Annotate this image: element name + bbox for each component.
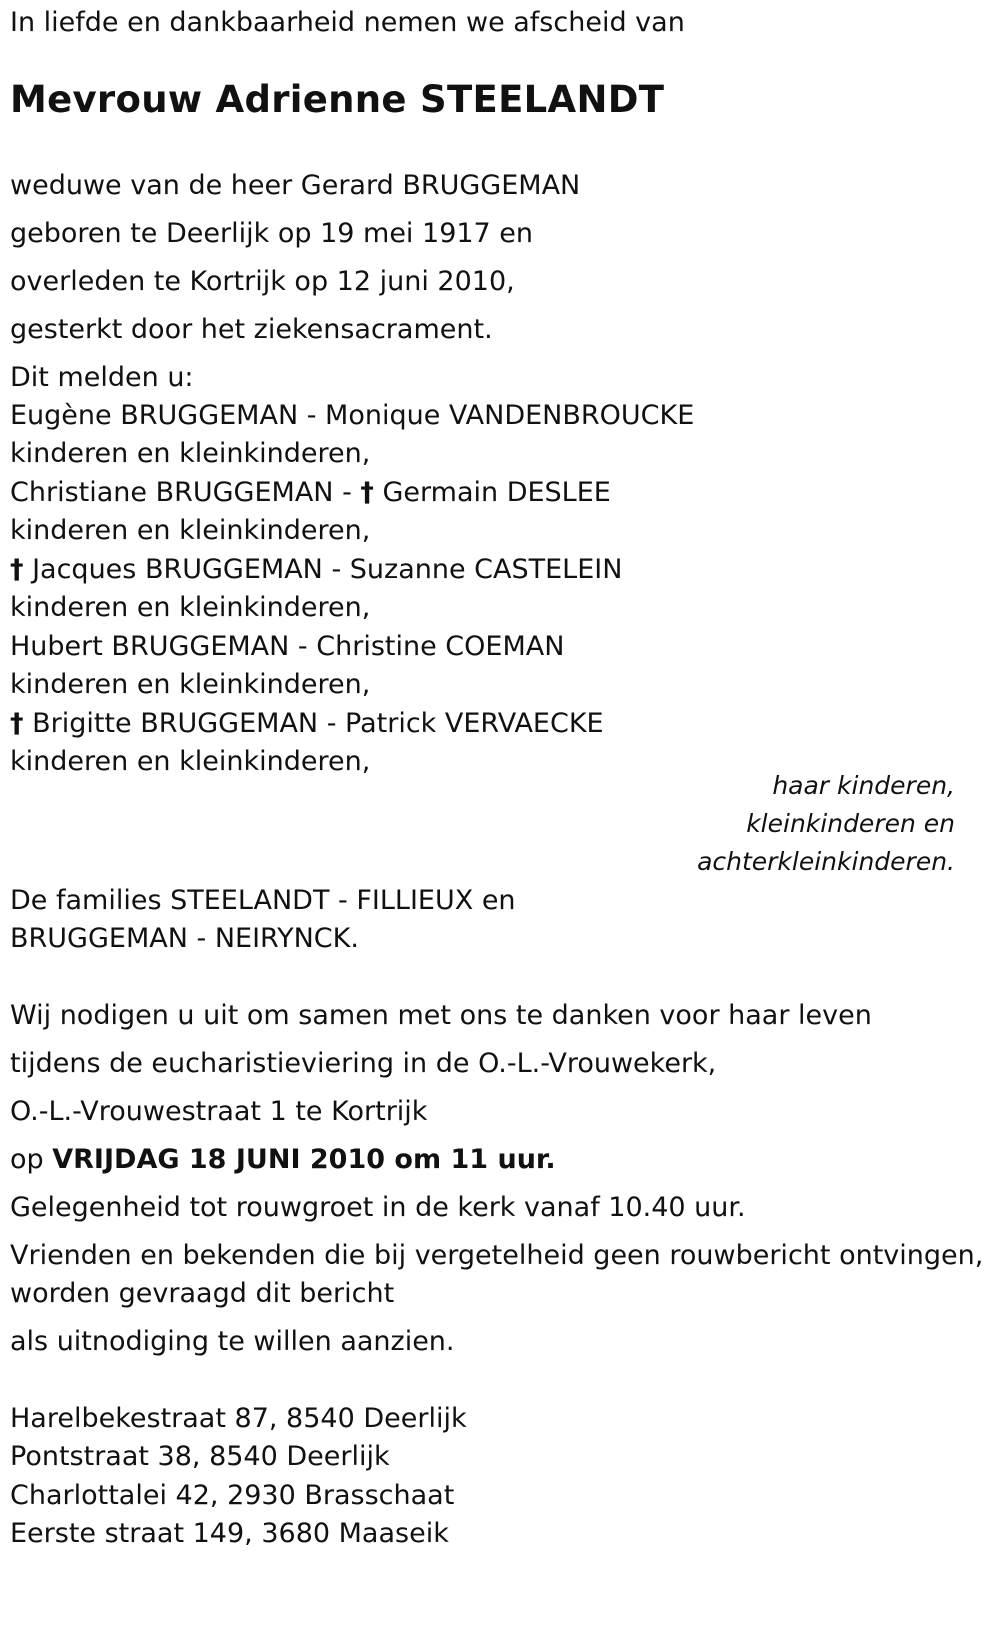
family-entry-4 [10, 630, 564, 664]
address-3: Charlottalei 42, 2930 Brasschaat [10, 1480, 455, 1511]
summary-line-3: achterkleinkinderen. [697, 847, 955, 876]
address-1: Harelbekestraat 87, 8540 Deerlijk [10, 1403, 467, 1434]
intro-text: In liefde en dankbaarheid nemen we afscheid van [10, 7, 685, 38]
deceased-name: Mevrouw Adrienne STEELANDT [10, 78, 665, 121]
summary-line-2: kleinkinderen en [746, 809, 955, 838]
family-name-part2: Germain DESLEE [373, 477, 611, 508]
family-note-2: kinderen en kleinkinderen, [10, 515, 371, 546]
family-entry-2 [10, 476, 611, 510]
family-entry-5 [10, 707, 604, 741]
address-4: Eerste straat 149, 3680 Maaseik [10, 1518, 449, 1549]
invitation-line-8: als uitnodiging te willen aanzien. [10, 1326, 455, 1357]
family-name: Jacques BRUGGEMAN - Suzanne CASTELEIN [23, 554, 623, 585]
invitation-line-5: Gelegenheid tot rouwgroet in de kerk vanaf 10.40 uur. [10, 1192, 746, 1223]
detail-widow: weduwe van de heer Gerard BRUGGEMAN [10, 170, 581, 201]
announced-by: Dit melden u: [10, 362, 194, 393]
family-name: Eugène BRUGGEMAN - Monique VANDENBROUCKE [10, 400, 695, 431]
cross-icon: † [10, 554, 24, 585]
invitation-line-6: Vrienden en bekenden die bij vergetelheid geen rouwbericht ontvingen, [10, 1240, 984, 1271]
detail-born: geboren te Deerlijk op 19 mei 1917 en [10, 218, 534, 249]
family-name: Brigitte BRUGGEMAN - Patrick VERVAECKE [23, 708, 604, 739]
invitation-line-4 [10, 1143, 556, 1177]
families-line-1: De families STEELANDT - FILLIEUX en [10, 885, 516, 916]
summary-line-1: haar kinderen, [772, 771, 955, 800]
family-note-1: kinderen en kleinkinderen, [10, 438, 371, 469]
family-entry-1 [10, 399, 694, 433]
address-2: Pontstraat 38, 8540 Deerlijk [10, 1441, 390, 1472]
cross-icon: † [360, 477, 374, 508]
family-entry-3 [10, 553, 622, 587]
families-line-2: BRUGGEMAN - NEIRYNCK. [10, 923, 359, 954]
invitation-line-1: Wij nodigen u uit om samen met ons te danken voor haar leven [10, 1000, 872, 1031]
family-name: Hubert BRUGGEMAN - Christine COEMAN [10, 631, 565, 662]
cross-icon: † [10, 708, 24, 739]
detail-died: overleden te Kortrijk op 12 juni 2010, [10, 266, 515, 297]
detail-sacrament: gesterkt door het ziekensacrament. [10, 314, 493, 345]
invitation-line-7: worden gevraagd dit bericht [10, 1278, 395, 1309]
invitation-line-2: tijdens de eucharistieviering in de O.-L.-Vrouwekerk, [10, 1048, 717, 1079]
service-datetime: VRIJDAG 18 JUNI 2010 om 11 uur. [52, 1144, 556, 1175]
family-name-part1: Christiane BRUGGEMAN - [10, 477, 361, 508]
invitation-prefix: op [10, 1144, 53, 1175]
family-note-5: kinderen en kleinkinderen, [10, 746, 371, 777]
family-note-4: kinderen en kleinkinderen, [10, 669, 371, 700]
family-note-3: kinderen en kleinkinderen, [10, 592, 371, 623]
invitation-line-3: O.-L.-Vrouwestraat 1 te Kortrijk [10, 1096, 428, 1127]
